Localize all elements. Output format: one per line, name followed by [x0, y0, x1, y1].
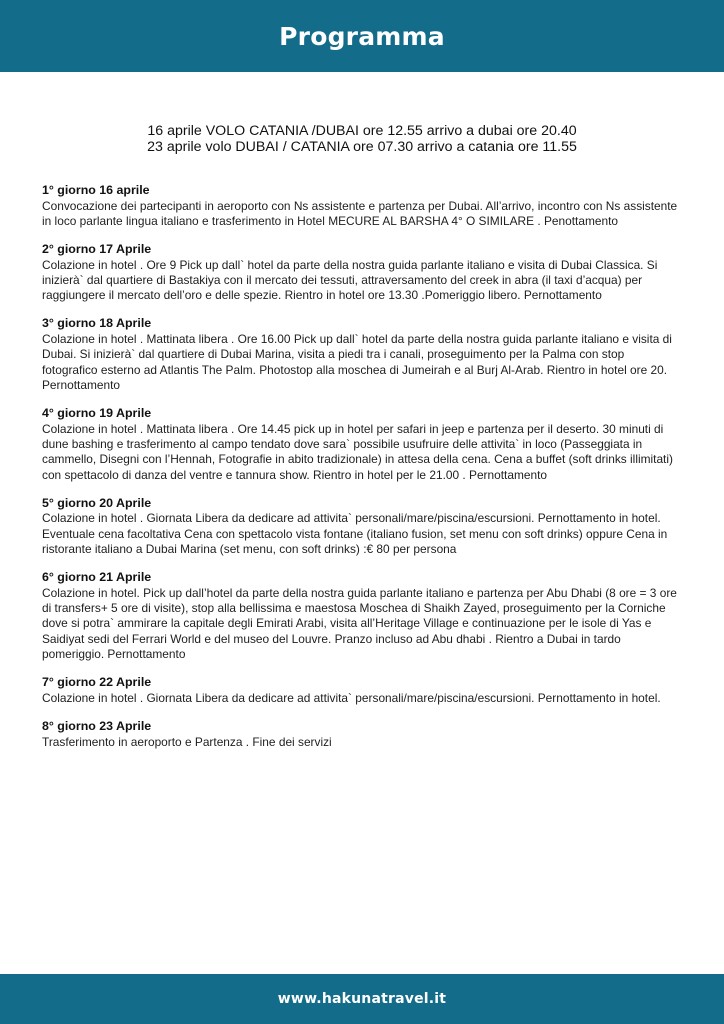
- day-3: [42, 316, 682, 393]
- day-5: [42, 496, 682, 557]
- day-title: 3° giorno 18 Aprile: [42, 316, 152, 331]
- flight-summary: [0, 123, 724, 155]
- day-description: Trasferimento in aeroporto e Partenza . Fine dei servizi: [42, 734, 332, 749]
- day-8: [42, 719, 682, 750]
- day-4: [42, 406, 682, 483]
- day-title: 4° giorno 19 Aprile: [42, 406, 152, 421]
- day-description: Colazione in hotel . Ore 9 Pick up dall` hotel da parte della nostra guida parlante italiano e visita di Dubai Classica. Si inizierà` dal quartiere di Bastakiya con il mercato dei tessuti, attraversamento del creek in abra (il taxi d’acqua) per raggiungere il mercato dell’oro e delle spezie. Rientro in hotel ore 13.30 .Pomeriggio libero. Pernottamento: [42, 257, 658, 303]
- day-1: [42, 183, 682, 229]
- day-title: 5° giorno 20 Aprile: [42, 495, 152, 510]
- day-7: [42, 675, 682, 706]
- day-title: 2° giorno 17 Aprile: [42, 242, 152, 257]
- day-description: Colazione in hotel . Mattinata libera . Ore 16.00 Pick up dall` hotel da parte della nostra guida parlante italiano e visita di Dubai. Si inizierà` dal quartiere di Dubai Marina, visita a piedi tra i canali, proseguimento per la Palma con stop fotografico esterno ad Atlantis The Palm. Photostop alla moschea di Jumeirah e al Burj Al-Arab. Rientro in hotel ore 20. Pernottamento: [42, 331, 672, 392]
- itinerary: [42, 183, 682, 763]
- day-description: Colazione in hotel . Mattinata libera . Ore 14.45 pick up in hotel per safari in jeep e partenza per il deserto. 30 minuti di dune bashing e trasferimento al campo tendato dove sara` possibile usufruire delle attivita` in loco (Passeggiata in cammello, Disegni con l’Hennah, Fotografie in abito tradizionale) in attesa della cena. Cena a buffet (soft drinks illimitati) con spettacolo di danza del ventre e tannura show. Rientro in hotel per le 21.00 . Pernottamento: [42, 421, 673, 482]
- footer-bar: [0, 974, 724, 1024]
- day-description: Colazione in hotel. Pick up dall’hotel da parte della nostra guida parlante italiano e partenza per Abu Dhabi (8 ore = 3 ore di transfers+ 5 ore di visite), stop alla bellissima e maestosa Moschea di Shaikh Zayed, proseguimento per la Corniche dove si potra` ammirare la capitale degli Emirati Arabi, visita all’Heritage Village e continuazione per le isole di Yas e Saidiyat sedi del Ferrari World e del museo del Louvre. Pranzo incluso ad Abu dhabi . Rientro a Dubai in tardo pomeriggio. Pernottamento: [42, 585, 677, 661]
- day-description: Colazione in hotel . Giornata Libera da dedicare ad attivita` personali/mare/piscina/escursioni. Pernottamento in hotel.: [42, 690, 661, 705]
- day-title: 8° giorno 23 Aprile: [42, 719, 152, 734]
- day-description: Colazione in hotel . Giornata Libera da dedicare ad attivita` personali/mare/piscina/escursioni. Pernottamento in hotel. Eventuale cena facoltativa Cena con spettacolo vista fontane (italiano fusion, set menu con soft drinks) oppure Cena in ristorante italiano a Dubai Marina (set menu, con soft drinks) :€ 80 per persona: [42, 511, 668, 556]
- day-title: 7° giorno 22 Aprile: [42, 675, 152, 690]
- day-6: [42, 570, 682, 662]
- flight-return: 23 aprile volo DUBAI / CATANIA ore 07.30 arrivo a catania ore 11.55: [147, 139, 577, 155]
- header-bar: [0, 0, 724, 72]
- day-title: 1° giorno 16 aprile: [42, 183, 150, 197]
- day-title: 6° giorno 21 Aprile: [42, 570, 152, 585]
- day-description: Convocazione dei partecipanti in aeroporto con Ns assistente e partenza per Dubai. All’arrivo, incontro con Ns assistente in loco parlante lingua italiano e trasferimento in Hotel MECURE AL BARSHA 4° O SIMILARE . Penottamento: [42, 198, 678, 228]
- flight-outbound: 16 aprile VOLO CATANIA /DUBAI ore 12.55 arrivo a dubai ore 20.40: [147, 123, 577, 139]
- page-title: Programma: [279, 21, 445, 51]
- website-link[interactable]: www.hakunatravel.it: [277, 991, 447, 1007]
- day-2: [42, 242, 682, 303]
